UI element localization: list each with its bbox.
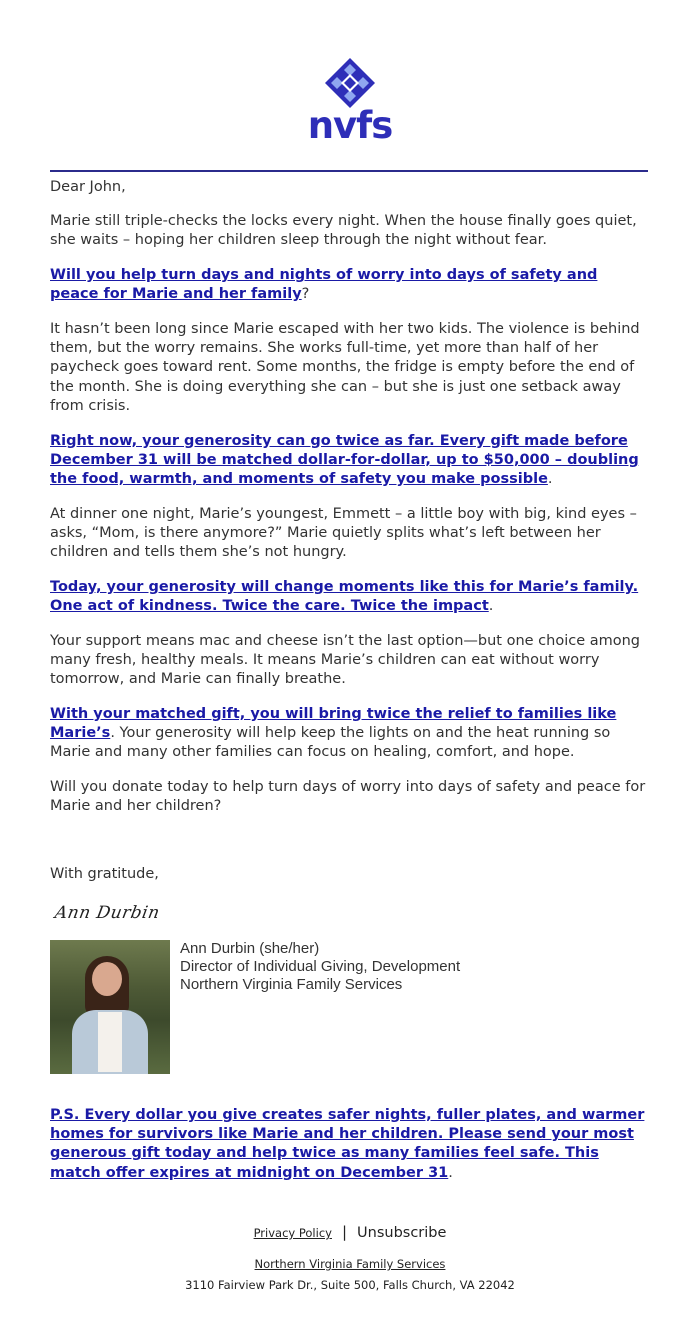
donate-link-ps[interactable]: P.S. Every dollar you give creates safer nights, fuller plates, and warmer homes for survivors like Marie and her children. Please send your most generous gift today and help twice as many families feel safe. This match offer expires at midnight on December 31 bbox=[50, 1107, 645, 1181]
signer-details bbox=[180, 940, 460, 994]
privacy-policy-link[interactable]: Privacy Policy bbox=[253, 1226, 332, 1240]
signature-block bbox=[50, 865, 650, 993]
paragraph-1: Marie still triple-checks the locks every night. When the house finally goes quiet, she waits – hoping her children sleep through the night without fear. bbox=[50, 213, 637, 249]
header-divider bbox=[50, 170, 648, 172]
paragraph-2-tail: ? bbox=[301, 286, 310, 303]
postscript-tail: . bbox=[448, 1164, 453, 1181]
paragraph-6-tail: . bbox=[488, 597, 494, 614]
donate-link-3[interactable]: Today, your generosity will change moments like this for Marie’s family. One act of kindness. Twice the care. Twice the impact bbox=[50, 578, 639, 614]
paragraph-4 bbox=[50, 432, 650, 490]
footer-separator: | bbox=[341, 1223, 348, 1241]
footer-address: 3110 Fairview Park Dr., Suite 500, Falls Church, VA 22042 bbox=[185, 1278, 515, 1292]
footer-links bbox=[0, 1222, 700, 1241]
paragraph-3: It hasn’t been long since Marie escaped with her two kids. The violence is behind them, but the worry remains. She works full-time, yet more than half of her paycheck goes toward rent. Some months, the fridge is empty before the end of the month. She is doing everything she can – but she is just one setback away from crisis. bbox=[50, 321, 640, 414]
signer-photo bbox=[50, 940, 170, 1074]
postscript bbox=[50, 1106, 650, 1183]
signer-title: Director of Individual Giving, Development bbox=[180, 958, 461, 975]
paragraph-8-tail: . Your generosity will help keep the lights on and the heat running so Marie and many other families can focus on healing, comfort, and hope. bbox=[50, 724, 611, 761]
handwritten-signature: Ann Durbin bbox=[53, 903, 162, 923]
donate-link-4[interactable]: With your matched gift, you will bring twice the relief to families like Marie’s bbox=[50, 705, 617, 741]
paragraph-5: At dinner one night, Marie’s youngest, Emmett – a little boy with big, kind eyes – asks, “Mom, is there anymore?” Marie quietly splits what’s left between her children and tells them she’s not hungry. bbox=[50, 505, 637, 561]
letter-body bbox=[50, 178, 650, 832]
logo-wordmark: nvfs bbox=[307, 104, 393, 147]
paragraph-8 bbox=[50, 705, 650, 763]
quilt-diamond-icon bbox=[325, 58, 375, 108]
paragraph-9: Will you donate today to help turn days of worry into days of safety and peace for Marie and her children? bbox=[50, 778, 646, 815]
paragraph-2 bbox=[50, 266, 650, 304]
signer-name: Ann Durbin (she/her) bbox=[180, 940, 320, 957]
unsubscribe-link[interactable]: Unsubscribe bbox=[357, 1225, 447, 1241]
paragraph-7: Your support means mac and cheese isn’t the last option—but one choice among many fresh, healthy meals. It means Marie’s children can eat without worry tomorrow, and Marie can finally breathe. bbox=[50, 632, 641, 688]
paragraph-4-tail: . bbox=[547, 470, 553, 487]
nvfs-logo[interactable] bbox=[300, 58, 400, 146]
footer-org-link[interactable]: Northern Virginia Family Services bbox=[254, 1257, 446, 1271]
signer-org: Northern Virginia Family Services bbox=[180, 976, 403, 993]
donate-link-2[interactable]: Right now, your generosity can go twice as far. Every gift made before December 31 will be matched dollar-for-dollar, up to $50,000 – doubling the food, warmth, and moments of safety you make possible bbox=[50, 432, 639, 487]
closing: With gratitude, bbox=[50, 866, 159, 882]
salutation: Dear John, bbox=[50, 179, 126, 195]
paragraph-6 bbox=[50, 578, 650, 616]
donate-link-1[interactable]: Will you help turn days and nights of worry into days of safety and peace for Marie and her family bbox=[50, 267, 598, 303]
